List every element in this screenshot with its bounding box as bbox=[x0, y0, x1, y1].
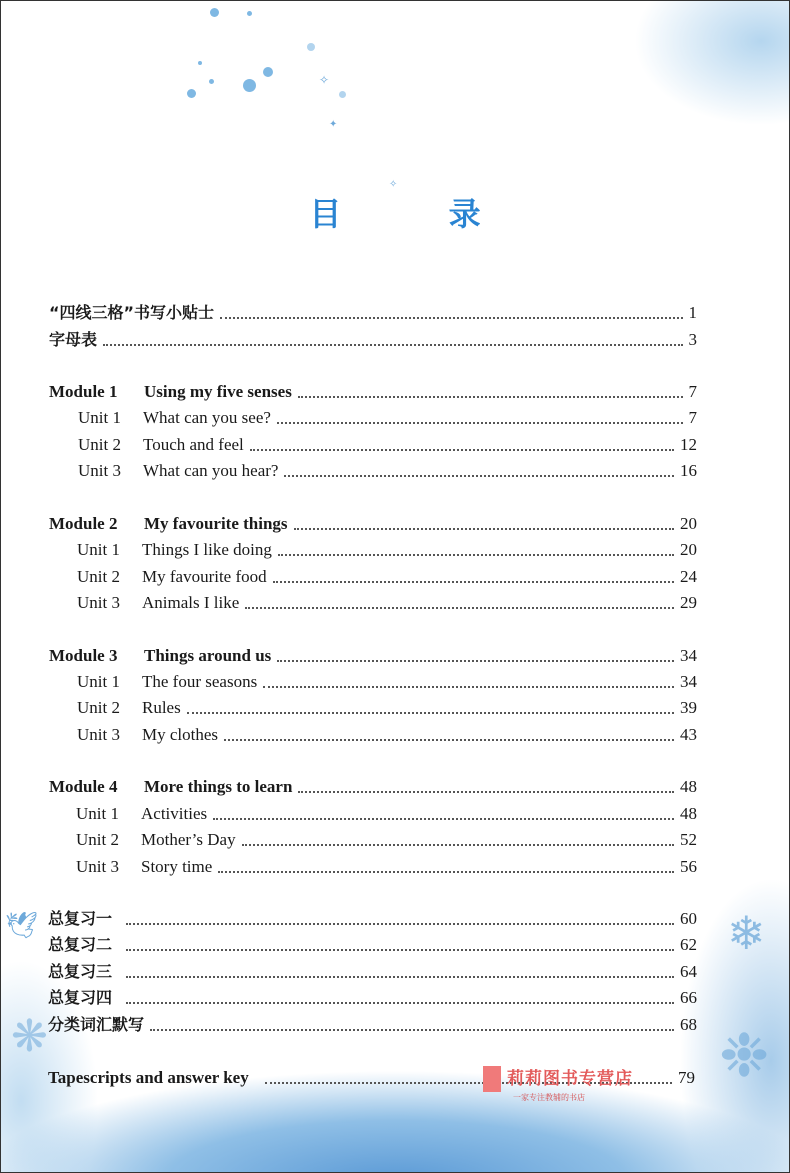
dandelion-seed-icon: ✧ bbox=[389, 179, 398, 190]
toc-page-number: 60 bbox=[680, 909, 697, 928]
unit-code: Unit 1 bbox=[77, 672, 120, 691]
module-code: Module 1 bbox=[49, 382, 118, 401]
unit-code: Unit 3 bbox=[77, 593, 120, 612]
toc-entry-label: 字母表 bbox=[49, 330, 98, 349]
dot-leader bbox=[126, 949, 674, 951]
dot-leader bbox=[220, 317, 682, 319]
dot-leader bbox=[187, 712, 674, 714]
toc-module-2[interactable] bbox=[1, 512, 790, 534]
toc-page-number: 48 bbox=[680, 777, 697, 796]
toc-module-1[interactable] bbox=[1, 380, 790, 402]
unit-code: Unit 3 bbox=[78, 461, 121, 480]
toc-unit-2-1[interactable] bbox=[1, 538, 790, 560]
unit-title: Mother’s Day bbox=[141, 830, 236, 849]
unit-title: Activities bbox=[141, 804, 208, 823]
bubble-decoration bbox=[243, 79, 256, 92]
unit-title: Touch and feel bbox=[143, 435, 244, 454]
toc-page-number: 34 bbox=[680, 672, 697, 691]
unit-title: Animals I like bbox=[142, 593, 240, 612]
bubble-decoration bbox=[263, 67, 273, 77]
toc-page-number: 7 bbox=[688, 408, 697, 427]
toc-page-number: 20 bbox=[680, 514, 697, 533]
module-code: Module 4 bbox=[49, 777, 118, 796]
toc-entry-label: Tapescripts and answer key bbox=[48, 1068, 249, 1087]
page-title: 目 录 bbox=[309, 195, 529, 233]
toc-unit-4-1[interactable] bbox=[1, 802, 790, 824]
toc-unit-2-2[interactable] bbox=[1, 565, 790, 587]
dot-leader bbox=[277, 422, 683, 424]
module-code: Module 2 bbox=[49, 514, 118, 533]
toc-unit-1-1[interactable] bbox=[1, 406, 790, 428]
toc-unit-1-3[interactable] bbox=[1, 459, 790, 481]
dot-leader bbox=[224, 739, 674, 741]
toc-unit-4-3[interactable] bbox=[1, 855, 790, 877]
dot-leader bbox=[213, 818, 674, 820]
dot-leader bbox=[126, 1002, 674, 1004]
unit-title: Things I like doing bbox=[142, 540, 272, 559]
toc-review-1[interactable] bbox=[1, 907, 790, 929]
toc-page-number: 56 bbox=[680, 857, 697, 876]
bubble-decoration bbox=[210, 8, 219, 17]
toc-review-4[interactable] bbox=[1, 986, 790, 1008]
bubble-decoration bbox=[209, 79, 214, 84]
unit-title: The four seasons bbox=[142, 672, 258, 691]
dot-leader bbox=[294, 528, 674, 530]
toc-unit-3-3[interactable] bbox=[1, 723, 790, 745]
unit-code: Unit 2 bbox=[77, 698, 120, 717]
dandelion-seed-icon: ✧ bbox=[319, 73, 330, 87]
dot-leader bbox=[218, 871, 674, 873]
bubble-decoration bbox=[187, 89, 196, 98]
toc-module-3[interactable] bbox=[1, 644, 790, 666]
toc-page-number: 43 bbox=[680, 725, 697, 744]
toc-entry-label: 总复习一 bbox=[48, 909, 113, 928]
dot-leader bbox=[284, 475, 674, 477]
module-title: Using my five senses bbox=[144, 382, 292, 401]
dot-leader bbox=[242, 844, 674, 846]
toc-page-number: 7 bbox=[688, 382, 697, 401]
toc-entry-front-1[interactable] bbox=[1, 301, 790, 323]
toc-page-number: 64 bbox=[680, 962, 697, 981]
unit-code: Unit 1 bbox=[76, 804, 119, 823]
module-title: My favourite things bbox=[144, 514, 288, 533]
module-code: Module 3 bbox=[49, 646, 118, 665]
unit-code: Unit 2 bbox=[76, 830, 119, 849]
toc-review-2[interactable] bbox=[1, 933, 790, 955]
toc-page-number: 79 bbox=[678, 1068, 695, 1087]
dot-leader bbox=[263, 686, 674, 688]
unit-code: Unit 1 bbox=[77, 540, 120, 559]
toc-unit-4-2[interactable] bbox=[1, 828, 790, 850]
toc-appendix[interactable] bbox=[1, 1066, 790, 1088]
toc-page-number: 12 bbox=[680, 435, 697, 454]
toc-entry-label: 总复习二 bbox=[48, 935, 113, 954]
dot-leader bbox=[298, 396, 683, 398]
unit-title: My favourite food bbox=[142, 567, 267, 586]
dot-leader bbox=[245, 607, 674, 609]
watermark-shop-name: 莉莉图书专营店 bbox=[507, 1069, 633, 1089]
toc-page-number: 29 bbox=[680, 593, 697, 612]
dot-leader bbox=[278, 554, 674, 556]
module-title: More things to learn bbox=[144, 777, 293, 796]
dot-leader bbox=[126, 923, 674, 925]
toc-page-number: 34 bbox=[680, 646, 697, 665]
toc-entry-front-2[interactable] bbox=[1, 328, 790, 350]
toc-page-number: 3 bbox=[688, 330, 697, 349]
toc-page-number: 16 bbox=[680, 461, 697, 480]
toc-page-number: 24 bbox=[680, 567, 697, 586]
bubble-decoration bbox=[307, 43, 315, 51]
toc-page-number: 48 bbox=[680, 804, 697, 823]
unit-code: Unit 3 bbox=[76, 857, 119, 876]
unit-title: Story time bbox=[141, 857, 213, 876]
toc-page-number: 1 bbox=[688, 303, 697, 322]
toc-page-number: 66 bbox=[680, 988, 697, 1007]
dot-leader bbox=[250, 449, 674, 451]
watermark-logo-icon bbox=[483, 1066, 501, 1092]
bubble-decoration bbox=[339, 91, 346, 98]
grass-icon: ❋ bbox=[11, 1011, 48, 1062]
dot-leader bbox=[126, 976, 674, 978]
toc-page-number: 68 bbox=[680, 1015, 697, 1034]
bubble-decoration bbox=[198, 61, 202, 65]
tree-silhouette-icon: ❄ bbox=[727, 906, 766, 960]
toc-unit-2-3[interactable] bbox=[1, 591, 790, 613]
tree-silhouette-icon: ❉ bbox=[719, 1021, 770, 1091]
toc-module-4[interactable] bbox=[1, 775, 790, 797]
dot-leader bbox=[298, 791, 674, 793]
bubble-decoration bbox=[247, 11, 252, 16]
toc-page-number: 39 bbox=[680, 698, 697, 717]
toc-entry-label: “四线三格”书写小贴士 bbox=[49, 303, 215, 322]
unit-title: What can you hear? bbox=[143, 461, 279, 480]
toc-page-number: 62 bbox=[680, 935, 697, 954]
unit-title: My clothes bbox=[142, 725, 219, 744]
toc-entry-label: 总复习四 bbox=[48, 988, 113, 1007]
dot-leader bbox=[103, 344, 682, 346]
unit-title: What can you see? bbox=[143, 408, 271, 427]
watermark-slogan: 一家专注教辅的书店 bbox=[513, 1093, 585, 1102]
toc-review-5[interactable] bbox=[1, 1013, 790, 1035]
toc-unit-3-2[interactable] bbox=[1, 696, 790, 718]
bird-icon: 🕊 bbox=[5, 911, 39, 941]
toc-review-3[interactable] bbox=[1, 960, 790, 982]
unit-title: Rules bbox=[142, 698, 181, 717]
dandelion-seed-icon: ✦ bbox=[329, 119, 338, 130]
unit-code: Unit 3 bbox=[77, 725, 120, 744]
toc-entry-label: 分类词汇默写 bbox=[48, 1015, 145, 1034]
toc-page-number: 20 bbox=[680, 540, 697, 559]
shop-watermark bbox=[483, 1064, 653, 1106]
dot-leader bbox=[273, 581, 674, 583]
dot-leader bbox=[150, 1029, 674, 1031]
toc-page-number: 52 bbox=[680, 830, 697, 849]
toc-unit-3-1[interactable] bbox=[1, 670, 790, 692]
unit-code: Unit 2 bbox=[78, 435, 121, 454]
unit-code: Unit 2 bbox=[77, 567, 120, 586]
toc-entry-label: 总复习三 bbox=[48, 962, 113, 981]
unit-code: Unit 1 bbox=[78, 408, 121, 427]
dot-leader bbox=[277, 660, 674, 662]
toc-unit-1-2[interactable] bbox=[1, 433, 790, 455]
module-title: Things around us bbox=[144, 646, 272, 665]
